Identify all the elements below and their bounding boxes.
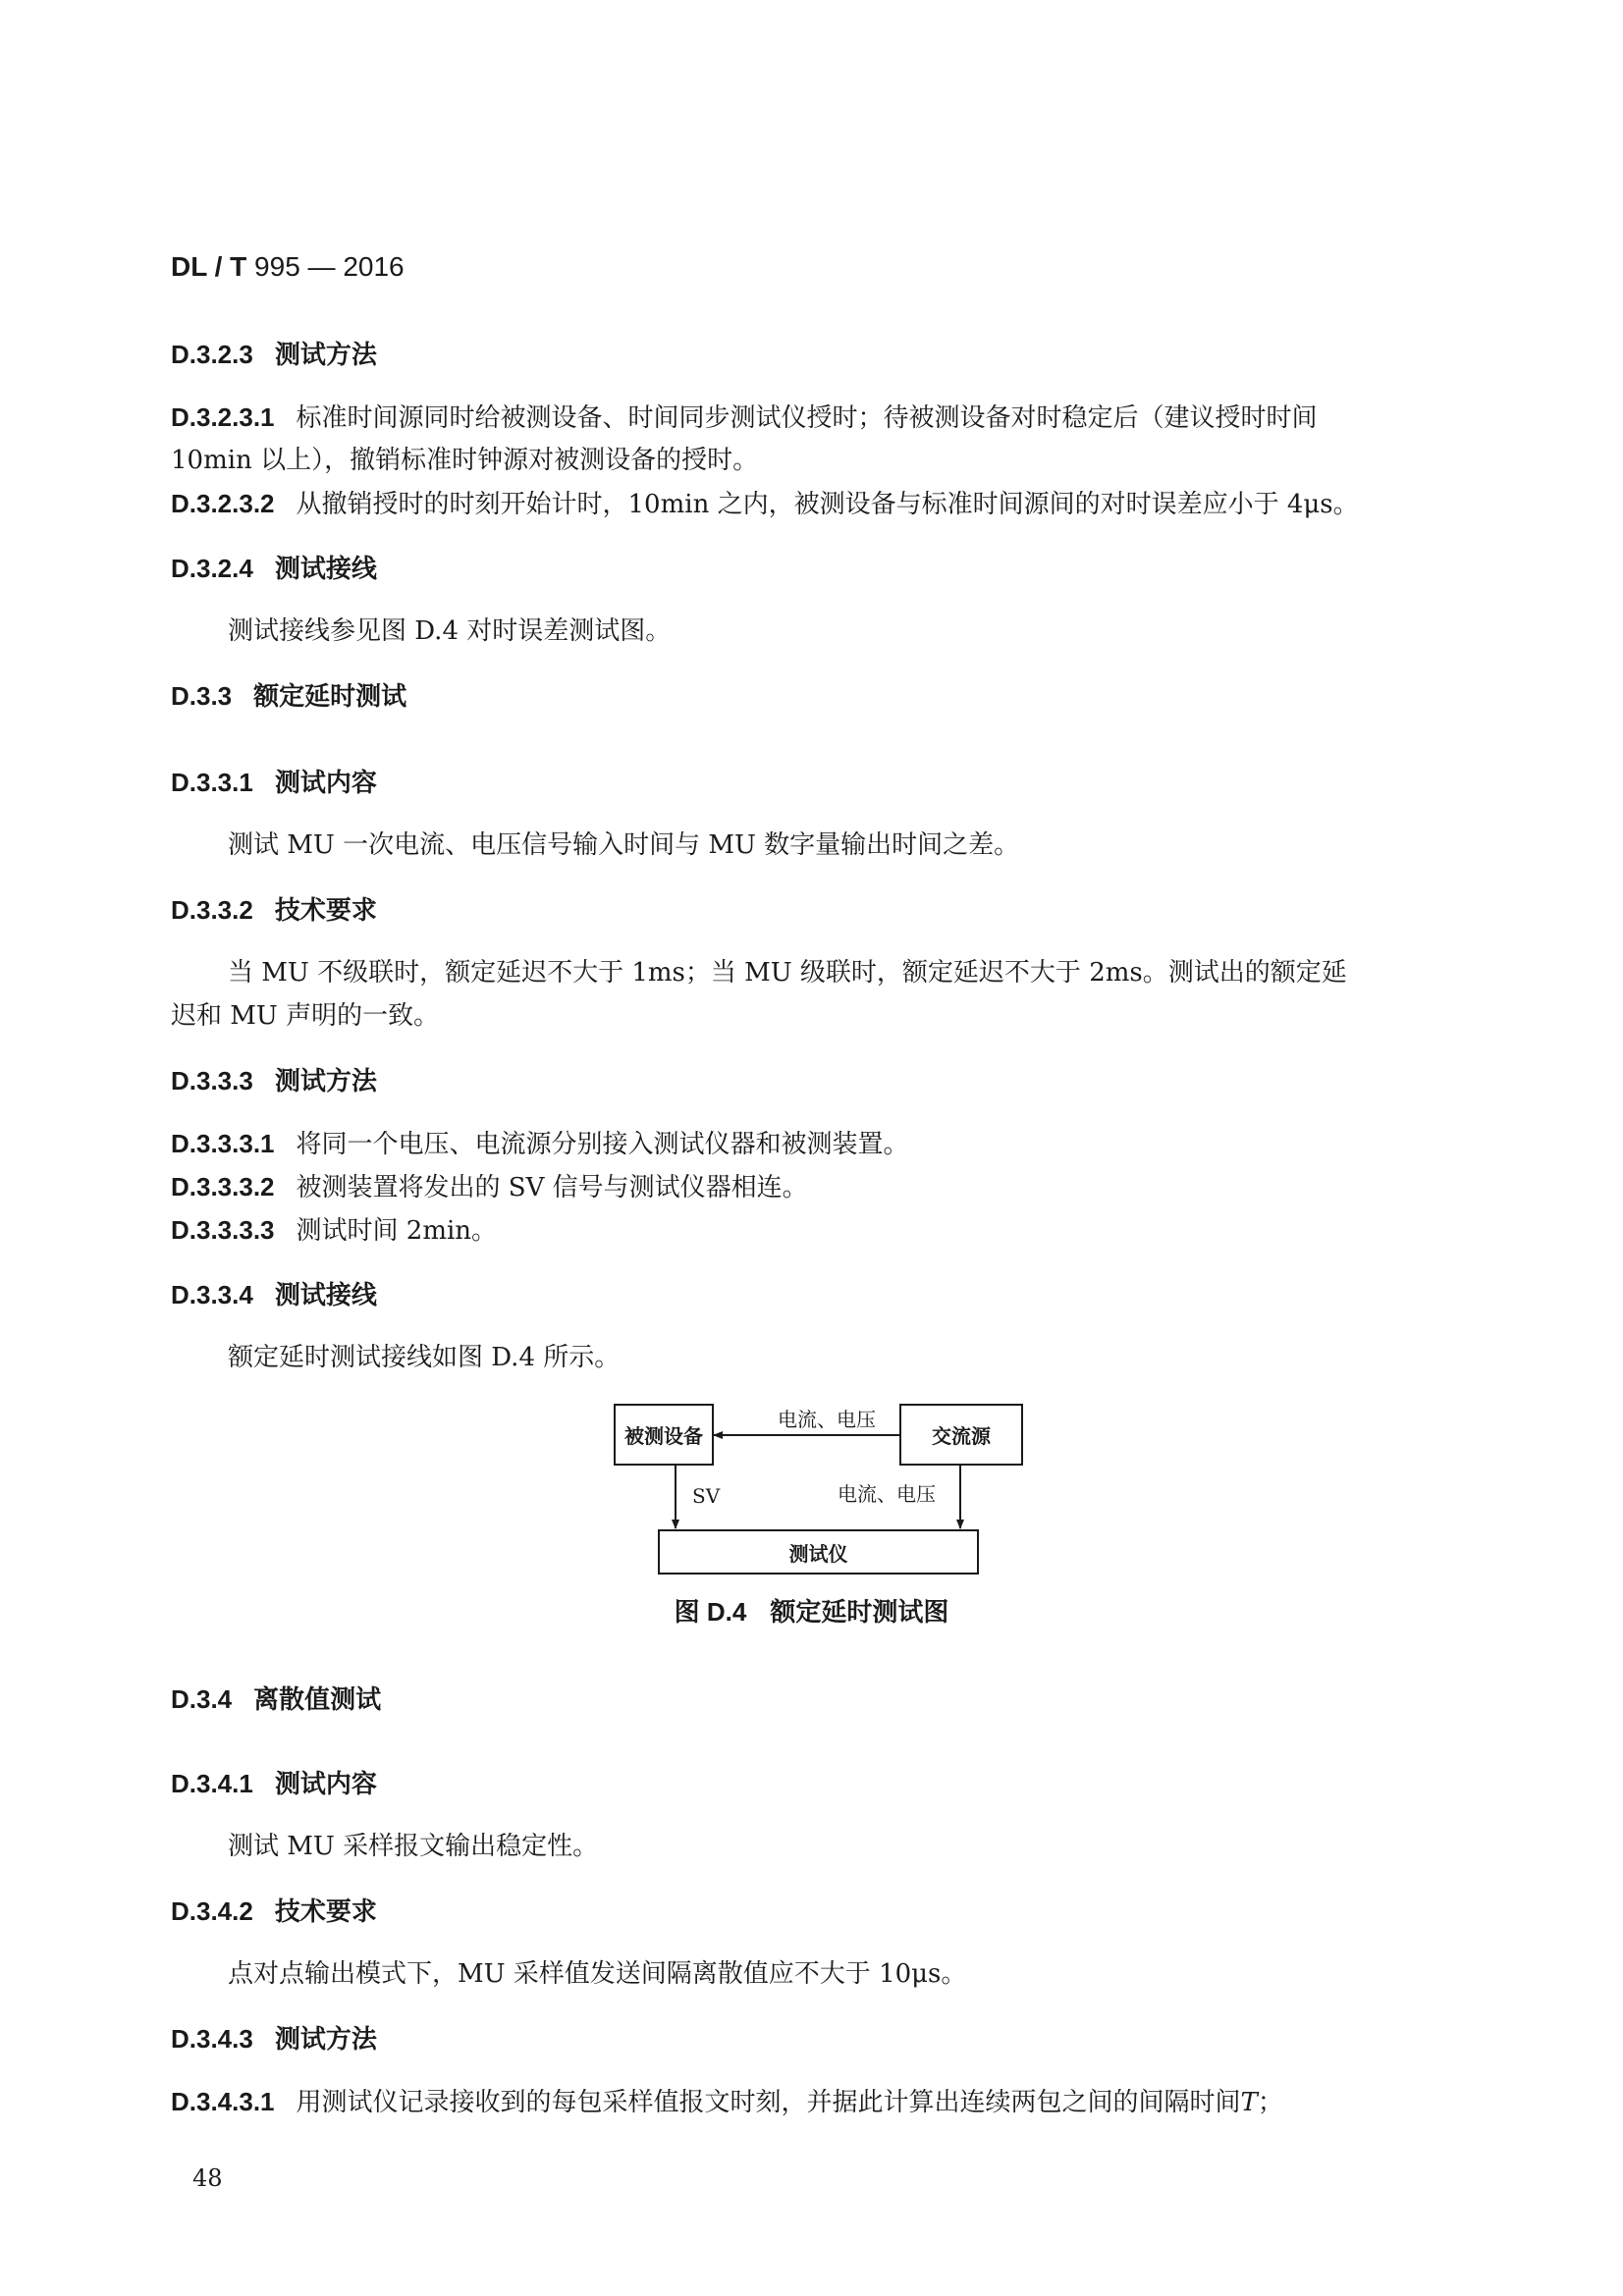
paragraph: D.3.3.3.1 将同一个电压、电流源分别接入测试仪器和被测装置。 [171, 1129, 909, 1159]
box-ac-source: 交流源 [899, 1404, 1023, 1466]
section-heading: D.3.4 离散值测试 [171, 1684, 382, 1715]
paragraph: 测试 MU 采样报文输出稳定性。 [228, 1832, 599, 1861]
paragraph: 测试 MU 一次电流、电压信号输入时间与 MU 数字量输出时间之差。 [228, 830, 1020, 860]
section-heading: D.3.2.4 测试接线 [171, 554, 377, 584]
paragraph: D.3.3.3.3 测试时间 2min。 [171, 1215, 498, 1246]
section-heading: D.3.3.2 技术要求 [171, 895, 377, 926]
section-heading: D.3.3.4 测试接线 [171, 1280, 377, 1310]
label-current-voltage-right: 电流、电压 [838, 1482, 936, 1506]
paragraph: D.3.2.3.1 标准时间源同时给被测设备、时间同步测试仪授时；待被测设备对时稳定后（建议授时时间 [171, 402, 1318, 433]
paragraph: 当 MU 不级联时，额定延迟不大于 1ms；当 MU 级联时，额定延迟不大于 2ms。测试出的额定延 [228, 958, 1347, 988]
figure-title: 额定延时测试图 [770, 1598, 949, 1628]
box-tester: 测试仪 [658, 1529, 979, 1575]
delay-test-diagram [589, 1374, 1041, 1580]
paragraph-continuation: 10min 以上），撤销标准时钟源对被测设备的授时。 [171, 446, 759, 475]
paragraph: D.3.4.3.1 用测试仪记录接收到的每包采样值报文时刻，并据此计算出连续两包之间的间隔时间T； [171, 2087, 1283, 2117]
section-heading: D.3.3.1 测试内容 [171, 768, 377, 798]
doc-id-number: 995 — 2016 [254, 251, 405, 282]
section-heading: D.3.4.3 测试方法 [171, 2024, 377, 2055]
label-sv: SV [692, 1484, 721, 1508]
paragraph: 测试接线参见图 D.4 对时误差测试图。 [228, 616, 672, 646]
section-heading: D.3.2.3 测试方法 [171, 340, 377, 370]
box-device-under-test: 被测设备 [614, 1404, 714, 1466]
page-number: 48 [192, 2164, 223, 2192]
document-id [171, 251, 405, 283]
section-heading: D.3.3.3 测试方法 [171, 1066, 377, 1096]
figure-number: 图 D.4 [674, 1597, 747, 1627]
section-heading: D.3.4.1 测试内容 [171, 1769, 377, 1799]
figure-caption [0, 1592, 1623, 1629]
paragraph: D.3.3.3.2 被测装置将发出的 SV 信号与测试仪器相连。 [171, 1172, 808, 1202]
paragraph: D.3.2.3.2 从撤销授时的时刻开始计时，10min 之内，被测设备与标准时间源间的对时误差应小于 4μs。 [171, 489, 1359, 519]
paragraph-continuation: 迟和 MU 声明的一致。 [171, 1001, 440, 1031]
section-heading: D.3.3 额定延时测试 [171, 681, 407, 712]
paragraph: 点对点输出模式下，MU 采样值发送间隔离散值应不大于 10μs。 [228, 1959, 967, 1989]
section-heading: D.3.4.2 技术要求 [171, 1896, 377, 1927]
variable-t: T [1240, 2088, 1258, 2117]
doc-id-prefix: DL / T [171, 251, 247, 282]
paragraph: 额定延时测试接线如图 D.4 所示。 [228, 1343, 621, 1372]
label-current-voltage-top: 电流、电压 [778, 1408, 876, 1431]
